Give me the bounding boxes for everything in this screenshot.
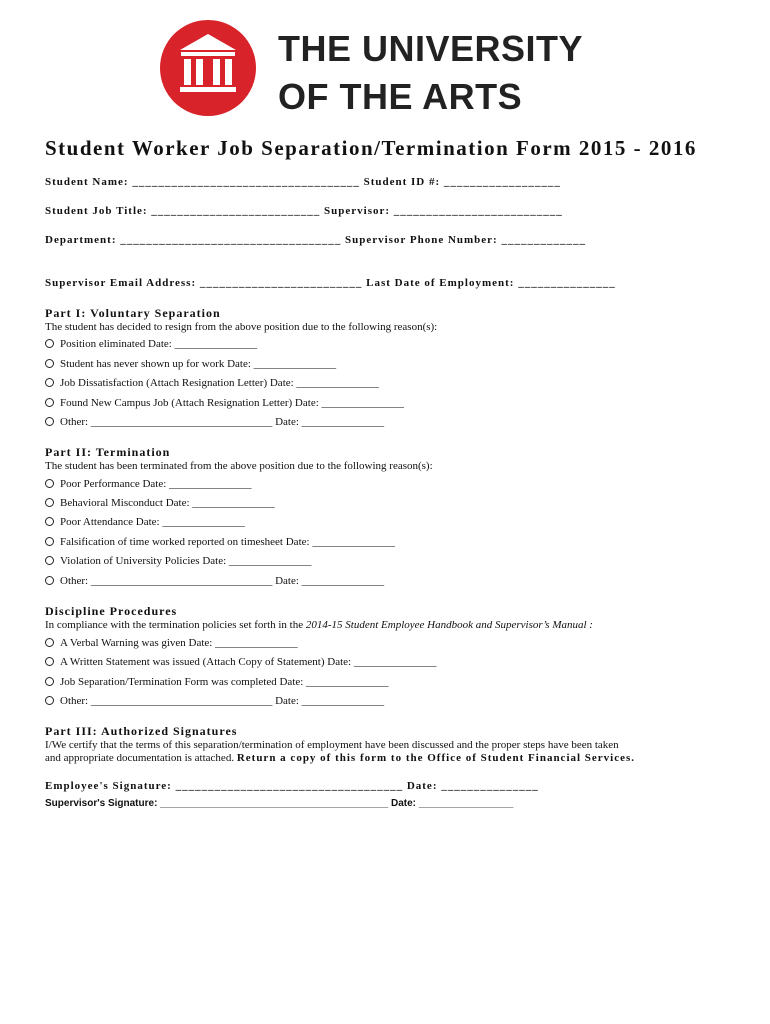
part1-option[interactable] xyxy=(45,358,336,370)
university-logo xyxy=(160,20,600,120)
option-label: Job Separation/Termination Form was completed Date: _______________ xyxy=(60,676,389,688)
radio-circle-icon[interactable] xyxy=(45,398,54,407)
part1-heading: Part I: Voluntary Separation xyxy=(45,306,221,320)
part1-option[interactable] xyxy=(45,338,257,350)
radio-circle-icon[interactable] xyxy=(45,657,54,666)
radio-circle-icon[interactable] xyxy=(45,696,54,705)
radio-circle-icon[interactable] xyxy=(45,378,54,387)
part2-option[interactable] xyxy=(45,555,311,567)
certification-text: I/We certify that the terms of this separation/termination of employment have been discussed and the proper steps have been taken xyxy=(45,739,619,751)
return-instruction: Return a copy of this form to the Office of Student Financial Services. xyxy=(236,752,636,764)
part2-option[interactable] xyxy=(45,497,275,509)
discipline-heading: Discipline Procedures xyxy=(45,604,178,618)
certification-text-plain: and appropriate documentation is attached. xyxy=(45,752,237,764)
radio-circle-icon[interactable] xyxy=(45,479,54,488)
discipline-option[interactable] xyxy=(45,637,298,649)
part1-intro: The student has decided to resign from the above position due to the following reason(s): xyxy=(45,321,438,333)
option-label: Other: _________________________________ Date: _______________ xyxy=(60,416,385,428)
part2-option[interactable] xyxy=(45,575,384,587)
intro-text: In compliance with the termination policies set forth in the xyxy=(45,619,306,631)
discipline-intro xyxy=(45,619,593,631)
radio-circle-icon[interactable] xyxy=(45,359,54,368)
part2-option[interactable] xyxy=(45,516,245,528)
option-label: Student has never shown up for work Date: _______________ xyxy=(60,358,337,370)
radio-circle-icon[interactable] xyxy=(45,638,54,647)
option-label: Position eliminated Date: _______________ xyxy=(60,338,258,350)
radio-circle-icon[interactable] xyxy=(45,537,54,546)
email-last-date-field[interactable]: Supervisor Email Address: _________________________ Last Date of Employment: _______________ xyxy=(45,277,616,289)
department-phone-field[interactable]: Department: __________________________________ Supervisor Phone Number: _____________ xyxy=(45,234,586,246)
radio-circle-icon[interactable] xyxy=(45,417,54,426)
option-label: Poor Performance Date: _______________ xyxy=(60,478,252,490)
part1-option[interactable] xyxy=(45,397,404,409)
radio-circle-icon[interactable] xyxy=(45,576,54,585)
option-label: Job Dissatisfaction (Attach Resignation Letter) Date: _______________ xyxy=(60,377,379,389)
part3-heading: Part III: Authorized Signatures xyxy=(45,724,238,738)
certification-text-2 xyxy=(45,752,635,764)
form-title: Student Worker Job Separation/Termination Form 2015 - 2016 xyxy=(45,136,697,160)
discipline-option[interactable] xyxy=(45,676,389,688)
option-label: Poor Attendance Date: _______________ xyxy=(60,516,245,528)
radio-circle-icon[interactable] xyxy=(45,339,54,348)
radio-circle-icon[interactable] xyxy=(45,677,54,686)
option-label: A Verbal Warning was given Date: _______________ xyxy=(60,637,298,649)
option-label: Other: _________________________________ Date: _______________ xyxy=(60,695,385,707)
option-label: Falsification of time worked reported on timesheet Date: _______________ xyxy=(60,536,395,548)
temple-icon xyxy=(160,20,256,116)
option-label: Other: _________________________________ Date: _______________ xyxy=(60,575,385,587)
radio-circle-icon[interactable] xyxy=(45,498,54,507)
logo-line-2: OF THE ARTS xyxy=(278,76,523,117)
option-label: Found New Campus Job (Attach Resignation Letter) Date: _______________ xyxy=(60,397,405,409)
discipline-option[interactable] xyxy=(45,695,384,707)
part2-intro: The student has been terminated from the above position due to the following reason(s): xyxy=(45,460,433,472)
part2-option[interactable] xyxy=(45,478,252,490)
option-label: Behavioral Misconduct Date: _______________ xyxy=(60,497,275,509)
handbook-title: 2014-15 Student Employee Handbook and Supervisor’s Manual : xyxy=(305,619,593,631)
student-name-id-field[interactable]: Student Name: ___________________________________ Student ID #: __________________ xyxy=(45,176,561,188)
option-label: A Written Statement was issued (Attach Copy of Statement) Date: _______________ xyxy=(60,656,437,668)
option-label: Violation of University Policies Date: _______________ xyxy=(60,555,312,567)
part2-heading: Part II: Termination xyxy=(45,445,171,459)
part1-option[interactable] xyxy=(45,416,384,428)
radio-circle-icon[interactable] xyxy=(45,556,54,565)
discipline-option[interactable] xyxy=(45,656,436,668)
job-title-supervisor-field[interactable]: Student Job Title: __________________________ Supervisor: __________________________ xyxy=(45,205,563,217)
logo-line-1: THE UNIVERSITY xyxy=(278,28,584,69)
supervisor-signature-field[interactable]: Supervisor's Signature: _________________________________________ Date: _________________ xyxy=(45,798,514,809)
radio-circle-icon[interactable] xyxy=(45,517,54,526)
employee-signature-field[interactable]: Employee's Signature: ___________________________________ Date: _______________ xyxy=(45,780,539,792)
part2-option[interactable] xyxy=(45,536,395,548)
part1-option[interactable] xyxy=(45,377,379,389)
